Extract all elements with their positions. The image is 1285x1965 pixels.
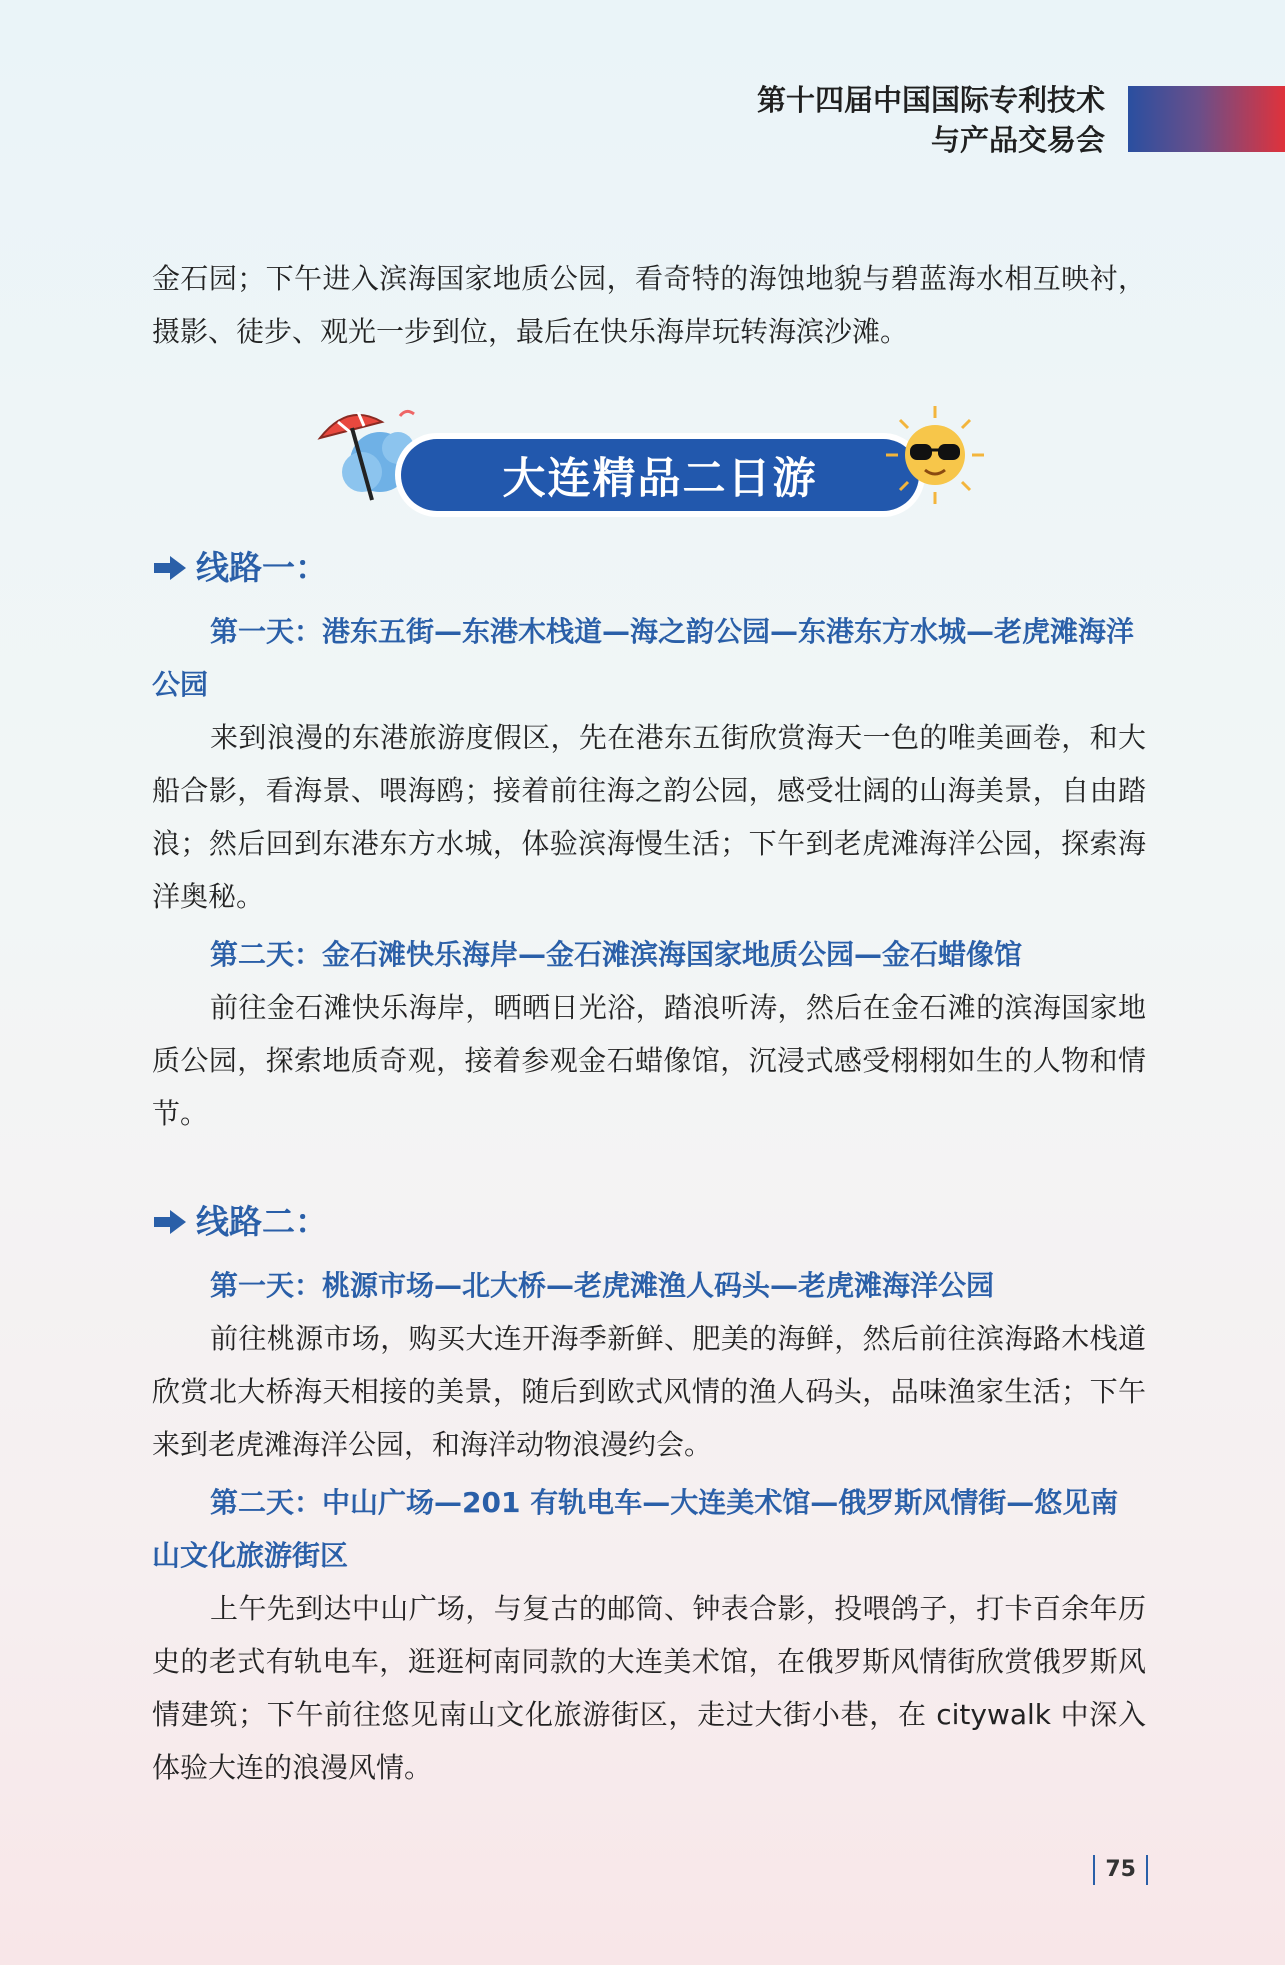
arrow-right-icon: [152, 553, 188, 583]
intro-paragraph: 金石园；下午进入滨海国家地质公园，看奇特的海蚀地貌与碧蓝海水相互映衬，摄影、徒步、观光一步到位，最后在快乐海岸玩转海滨沙滩。: [152, 262, 1146, 348]
page-number: 75: [1093, 1855, 1148, 1885]
banner-title: 大连精品二日游: [502, 453, 818, 504]
intro-block: [152, 252, 1146, 358]
header-title-line1: 第十四届中国国际专利技术: [756, 83, 1105, 117]
arrow-right-icon: [152, 1207, 188, 1237]
route-2-day-2-heading: 第二天：中山广场—201 有轨电车—大连美术馆—俄罗斯风情街—悠见南山文化旅游街区: [152, 1486, 1119, 1572]
route-1-day-2-text: 前往金石滩快乐海岸，晒晒日光浴，踏浪听涛，然后在金石滩的滨海国家地质公园，探索地质奇观，接着参观金石蜡像馆，沉浸式感受栩栩如生的人物和情节。: [152, 991, 1146, 1130]
route-1-day-2-heading: 第二天：金石滩快乐海岸—金石滩滨海国家地质公园—金石蜡像馆: [210, 938, 1023, 971]
route-1-title: 线路一：: [152, 543, 1146, 593]
section-banner: [310, 400, 990, 530]
header-title-line2: 与产品交易会: [930, 123, 1105, 157]
sun-sunglasses-icon: [880, 400, 990, 510]
route-2-title: 线路二：: [152, 1197, 1146, 1247]
route-2: [152, 1197, 1146, 1794]
route-2-day-2-text: 上午先到达中山广场，与复古的邮筒、钟表合影，投喂鸽子，打卡百余年历史的老式有轨电车，逛逛柯南同款的大连美术馆，在俄罗斯风情街欣赏俄罗斯风情建筑；下午前往悠见南山文化旅游街区，走过大街小巷，在 citywalk 中深入体验大连的浪漫风情。: [152, 1592, 1146, 1784]
route-2-day-1-heading: 第一天：桃源市场—北大桥—老虎滩渔人码头—老虎滩海洋公园: [210, 1269, 995, 1302]
banner-pill: [395, 433, 925, 517]
header-gradient-bar: [1128, 86, 1285, 152]
route-1: [152, 543, 1146, 1140]
route-2-day-1-text: 前往桃源市场，购买大连开海季新鲜、肥美的海鲜，然后前往滨海路木栈道欣赏北大桥海天相接的美景，随后到欧式风情的渔人码头，品味渔家生活；下午来到老虎滩海洋公园，和海洋动物浪漫约会。: [152, 1322, 1146, 1461]
route-1-day-1-heading: 第一天：港东五街—东港木栈道—海之韵公园—东港东方水城—老虎滩海洋公园: [152, 615, 1135, 701]
route-1-day-1-text: 来到浪漫的东港旅游度假区，先在港东五街欣赏海天一色的唯美画卷，和大船合影，看海景、喂海鸥；接着前往海之韵公园，感受壮阔的山海美景，自由踏浪；然后回到东港东方水城，体验滨海慢生活；下午到老虎滩海洋公园，探索海洋奥秘。: [152, 721, 1146, 913]
header-title: [757, 80, 1105, 160]
